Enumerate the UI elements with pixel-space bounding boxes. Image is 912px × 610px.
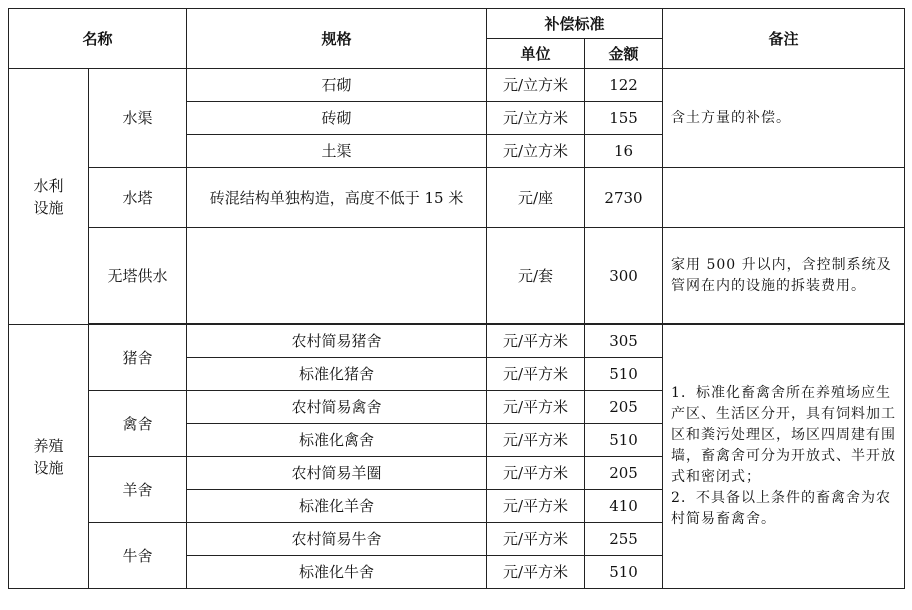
item-pig: 猪舍 bbox=[89, 325, 187, 391]
unit-cell: 元/平方米 bbox=[487, 556, 585, 589]
spec-cell: 标准化禽舍 bbox=[187, 424, 487, 457]
remark-breeding-1: 1．标准化畜禽舍所在养殖场应生产区、生活区分开，具有饲料加工区和粪污处理区，场区四周建有围墙，畜禽舍可分为开放式、半开放式和密闭式； bbox=[671, 385, 897, 485]
amount-cell: 300 bbox=[585, 228, 663, 324]
header-amount: 金额 bbox=[585, 39, 663, 69]
item-tower: 水塔 bbox=[89, 168, 187, 228]
spec-cell: 农村简易羊圈 bbox=[187, 457, 487, 490]
unit-cell: 元/平方米 bbox=[487, 457, 585, 490]
amount-cell: 510 bbox=[585, 424, 663, 457]
unit-cell: 元/平方米 bbox=[487, 490, 585, 523]
unit-cell: 元/平方米 bbox=[487, 358, 585, 391]
header-remark: 备注 bbox=[663, 9, 905, 69]
item-channel: 水渠 bbox=[89, 69, 187, 168]
unit-cell: 元/立方米 bbox=[487, 135, 585, 168]
amount-cell: 205 bbox=[585, 391, 663, 424]
category-breeding: 养殖设施 bbox=[9, 325, 89, 589]
spec-cell: 农村简易牛舍 bbox=[187, 523, 487, 556]
amount-cell: 305 bbox=[585, 325, 663, 358]
amount-cell: 2730 bbox=[585, 168, 663, 228]
remark-tower bbox=[663, 168, 905, 228]
spec-cell: 石砌 bbox=[187, 69, 487, 102]
table-row bbox=[9, 325, 905, 358]
unit-cell: 元/座 bbox=[487, 168, 585, 228]
table-row bbox=[9, 168, 905, 228]
header-unit: 单位 bbox=[487, 39, 585, 69]
amount-cell: 410 bbox=[585, 490, 663, 523]
amount-cell: 510 bbox=[585, 556, 663, 589]
amount-cell: 205 bbox=[585, 457, 663, 490]
spec-cell: 标准化羊舍 bbox=[187, 490, 487, 523]
unit-cell: 元/平方米 bbox=[487, 325, 585, 358]
item-towerless: 无塔供水 bbox=[89, 228, 187, 324]
amount-cell: 510 bbox=[585, 358, 663, 391]
amount-cell: 255 bbox=[585, 523, 663, 556]
header-compensation: 补偿标准 bbox=[487, 9, 663, 39]
item-cattle: 牛舍 bbox=[89, 523, 187, 589]
remark-channel: 含土方量的补偿。 bbox=[663, 69, 905, 168]
header-name: 名称 bbox=[9, 9, 187, 69]
amount-cell: 16 bbox=[585, 135, 663, 168]
category-water: 水利设施 bbox=[9, 69, 89, 325]
header-spec: 规格 bbox=[187, 9, 487, 69]
unit-cell: 元/套 bbox=[487, 228, 585, 324]
spec-cell: 土渠 bbox=[187, 135, 487, 168]
unit-cell: 元/平方米 bbox=[487, 523, 585, 556]
unit-cell: 元/平方米 bbox=[487, 424, 585, 457]
unit-cell: 元/立方米 bbox=[487, 102, 585, 135]
amount-cell: 155 bbox=[585, 102, 663, 135]
spec-cell: 砖砌 bbox=[187, 102, 487, 135]
remark-breeding bbox=[663, 325, 905, 589]
item-poultry: 禽舍 bbox=[89, 391, 187, 457]
spec-cell bbox=[187, 228, 487, 324]
unit-cell: 元/平方米 bbox=[487, 391, 585, 424]
item-sheep: 羊舍 bbox=[89, 457, 187, 523]
unit-cell: 元/立方米 bbox=[487, 69, 585, 102]
table-row bbox=[9, 69, 905, 102]
spec-cell: 砖混结构单独构造，高度不低于 15 米 bbox=[187, 168, 487, 228]
spec-cell: 标准化牛舍 bbox=[187, 556, 487, 589]
spec-cell: 农村简易禽舍 bbox=[187, 391, 487, 424]
table-row bbox=[9, 228, 905, 324]
spec-cell: 农村简易猪舍 bbox=[187, 325, 487, 358]
remark-towerless: 家用 500 升以内，含控制系统及管网在内的设施的拆装费用。 bbox=[663, 228, 905, 324]
amount-cell: 122 bbox=[585, 69, 663, 102]
spec-cell: 标准化猪舍 bbox=[187, 358, 487, 391]
compensation-table bbox=[8, 8, 905, 589]
remark-breeding-2: 2．不具备以上条件的畜禽舍为农村简易畜禽舍。 bbox=[671, 490, 891, 527]
